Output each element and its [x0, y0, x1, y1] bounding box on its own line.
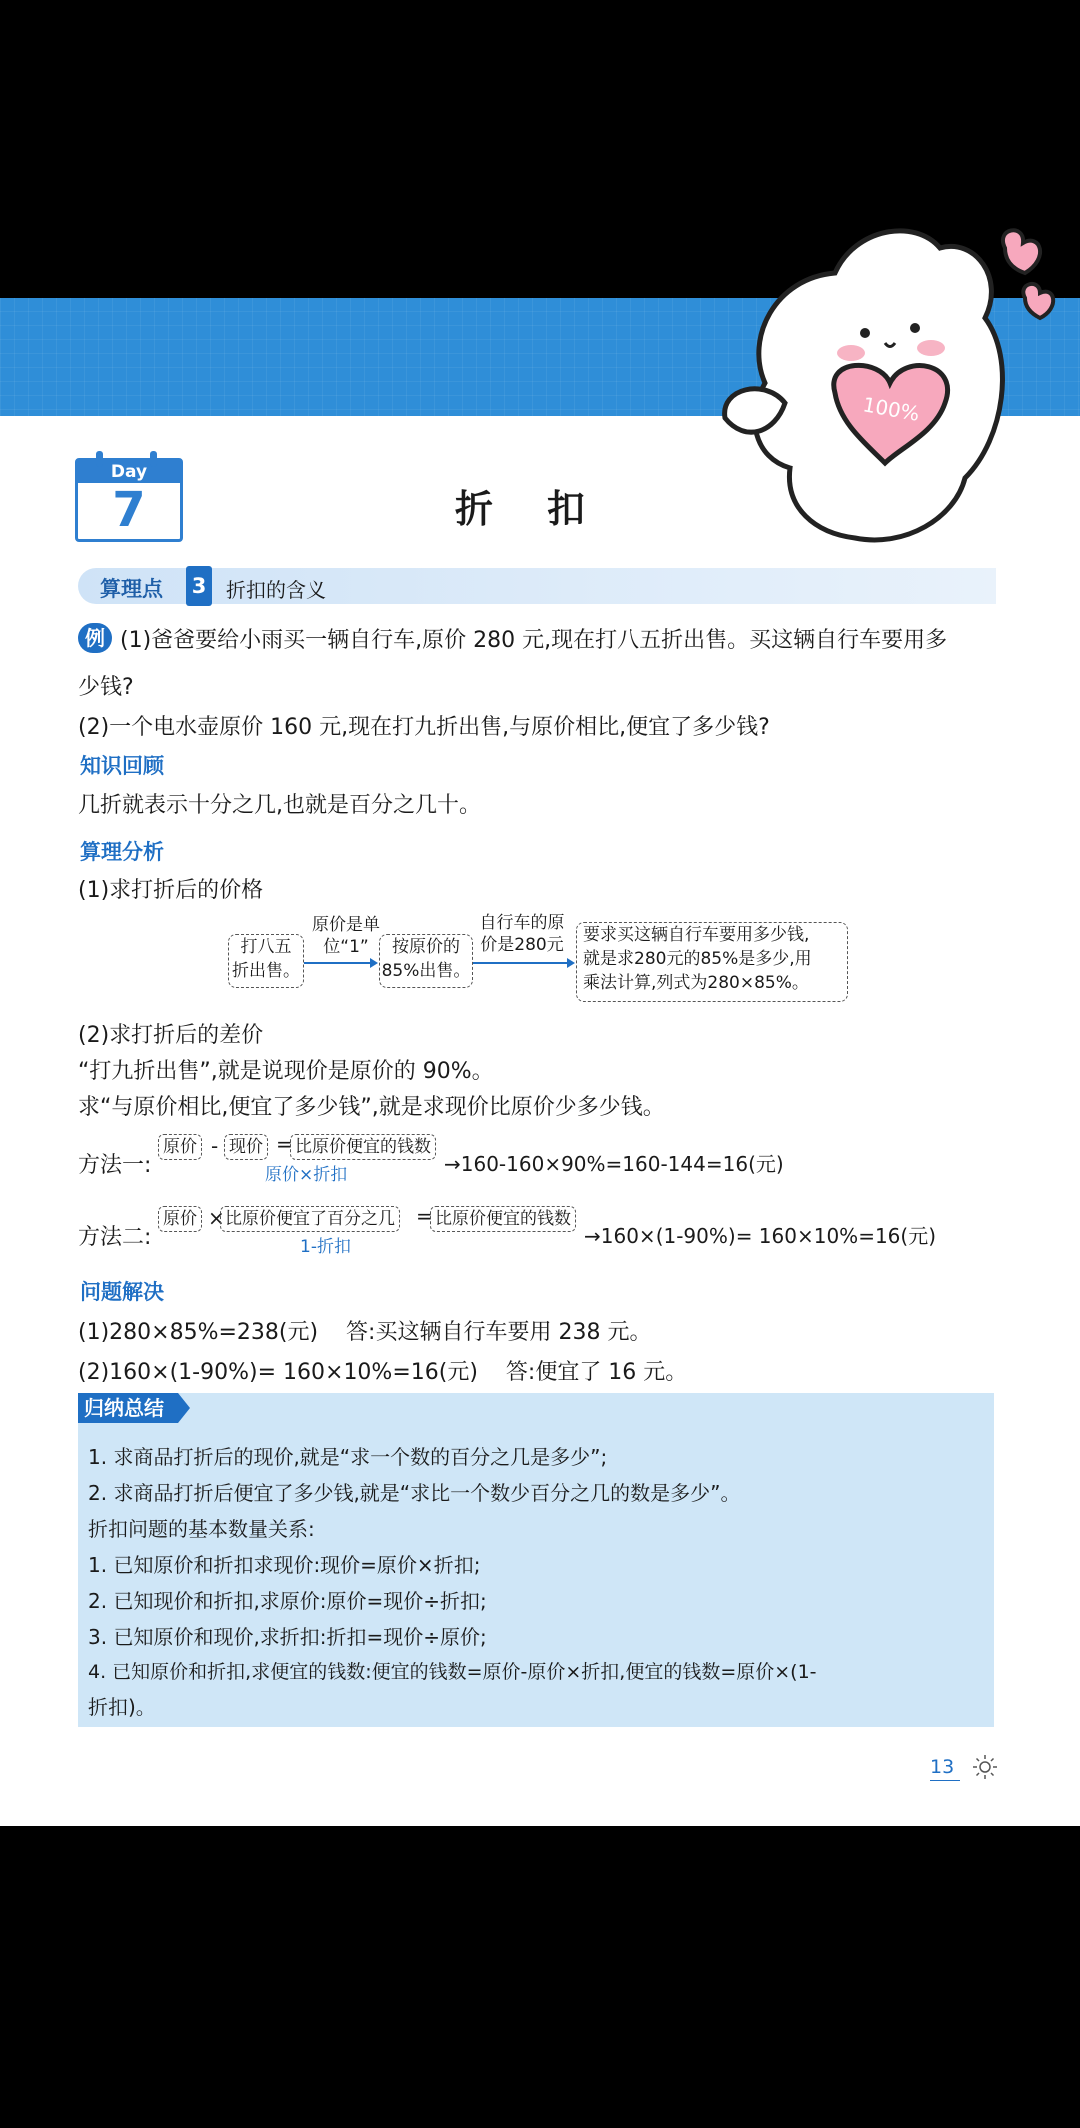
day-label: Day: [78, 461, 180, 483]
day-badge: [75, 458, 183, 542]
flow-note-1: [305, 914, 387, 958]
flow-note-1-line: 位“1”: [323, 937, 369, 957]
summary-line: 3. 已知原价和现价,求折扣:折扣=现价÷原价;: [88, 1625, 487, 1649]
flow-arrow: [304, 962, 376, 964]
section-number: 3: [186, 566, 212, 606]
page-title: 折扣: [455, 487, 640, 531]
analysis-p2: (2)求打折后的差价: [78, 1023, 264, 1048]
method-2-calc: →160×(1-90%)= 160×10%=16(元): [584, 1224, 937, 1248]
flow-arrow: [473, 962, 573, 964]
flow-note-2: [472, 912, 572, 956]
review-text: 几折就表示十分之几,也就是百分之几十。: [78, 793, 481, 818]
flow-box-3-line: 就是求280元的85%是多少,用: [583, 949, 812, 969]
section-text: 折扣的含义: [226, 578, 326, 602]
flow-note-2-line: 价是280元: [480, 935, 564, 955]
calendar-ring-icon: [96, 451, 103, 467]
method-1-calc: →160-160×90%=160-144=16(元): [444, 1152, 784, 1176]
page-number: 13: [930, 1756, 960, 1781]
solution-heading: 问题解决: [80, 1280, 164, 1304]
summary-line: 折扣)。: [88, 1695, 156, 1719]
day-number: 7: [112, 482, 146, 538]
flow-box-3-line: 乘法计算,列式为280×85%。: [583, 973, 809, 993]
method-2-times: ×: [208, 1206, 225, 1230]
summary-box: [78, 1393, 994, 1727]
bunny-sticker-icon: [705, 218, 1065, 578]
flow-note-2-line: 自行车的原: [479, 913, 565, 933]
solution-1: (1)280×85%=238(元) 答:买这辆自行车要用 238 元。: [78, 1320, 652, 1345]
summary-line: 1. 已知原价和折扣求现价:现价=原价×折扣;: [88, 1553, 481, 1577]
method-1-label: 方法一:: [78, 1153, 152, 1178]
summary-line: 4. 已知原价和折扣,求便宜的钱数:便宜的钱数=原价-原价×折扣,便宜的钱数=原价×(1-: [88, 1661, 817, 1683]
flow-box-2-line: 按原价的: [392, 937, 460, 957]
solution-2: (2)160×(1-90%)= 160×10%=16(元) 答:便宜了 16 元。: [78, 1360, 688, 1385]
summary-tag: 归纳总结: [78, 1393, 178, 1423]
summary-line: 2. 已知现价和折扣,求原价:原价=现价÷折扣;: [88, 1589, 487, 1613]
analysis-p3: “打九折出售”,就是说现价是原价的 90%。: [78, 1059, 494, 1084]
method-2-box-a: 原价: [158, 1206, 202, 1232]
summary-line: 1. 求商品打折后的现价,就是“求一个数的百分之几是多少”;: [88, 1445, 608, 1469]
question-1: (1)爸爸要给小雨买一辆自行车,原价 280 元,现在打八五折出售。买这辆自行车要用多: [120, 628, 948, 653]
method-1-note: 原价×折扣: [265, 1165, 348, 1185]
method-1-box-c: 比原价便宜的钱数: [290, 1134, 436, 1160]
calendar-ring-icon: [150, 451, 157, 467]
flow-box-1-line: 打八五: [240, 937, 292, 957]
method-2-box-b: 比原价便宜了百分之几: [220, 1206, 400, 1232]
flow-box-3-line: 要求买这辆自行车要用多少钱,: [583, 925, 810, 945]
flow-box-1-line: 折出售。: [232, 961, 300, 981]
analysis-p4: 求“与原价相比,便宜了多少钱”,就是求现价比原价少多少钱。: [78, 1095, 665, 1120]
method-2-label: 方法二:: [78, 1225, 152, 1250]
method-1-box-a: 原价: [158, 1134, 202, 1160]
method-1-minus: -: [211, 1134, 219, 1158]
method-2-equals: =: [416, 1204, 433, 1228]
method-1-box-b: 现价: [224, 1134, 268, 1160]
question-2: (2)一个电水壶原价 160 元,现在打九折出售,与原价相比,便宜了多少钱?: [78, 715, 770, 740]
method-1-equals: =: [276, 1132, 293, 1156]
flow-note-1-line: 原价是单: [312, 915, 380, 935]
method-2-note: 1-折扣: [300, 1237, 351, 1257]
analysis-p1: (1)求打折后的价格: [78, 878, 264, 903]
question-1-cont: 少钱?: [78, 675, 134, 700]
heart-text: 100%: [860, 392, 922, 426]
analysis-heading: 算理分析: [80, 840, 164, 864]
flow-box-3: [576, 922, 848, 1002]
example-icon: 例: [78, 623, 112, 653]
section-label: 算理点: [100, 577, 163, 601]
flow-box-2-line: 85%出售。: [381, 961, 471, 981]
method-2-box-c: 比原价便宜的钱数: [430, 1206, 576, 1232]
flow-box-2: [379, 934, 473, 988]
summary-line: 折扣问题的基本数量关系:: [88, 1517, 315, 1541]
review-heading: 知识回顾: [80, 754, 164, 778]
sun-icon: [972, 1754, 998, 1780]
flow-box-1: [228, 934, 304, 988]
summary-line: 2. 求商品打折后便宜了多少钱,就是“求比一个数少百分之几的数是多少”。: [88, 1481, 741, 1505]
